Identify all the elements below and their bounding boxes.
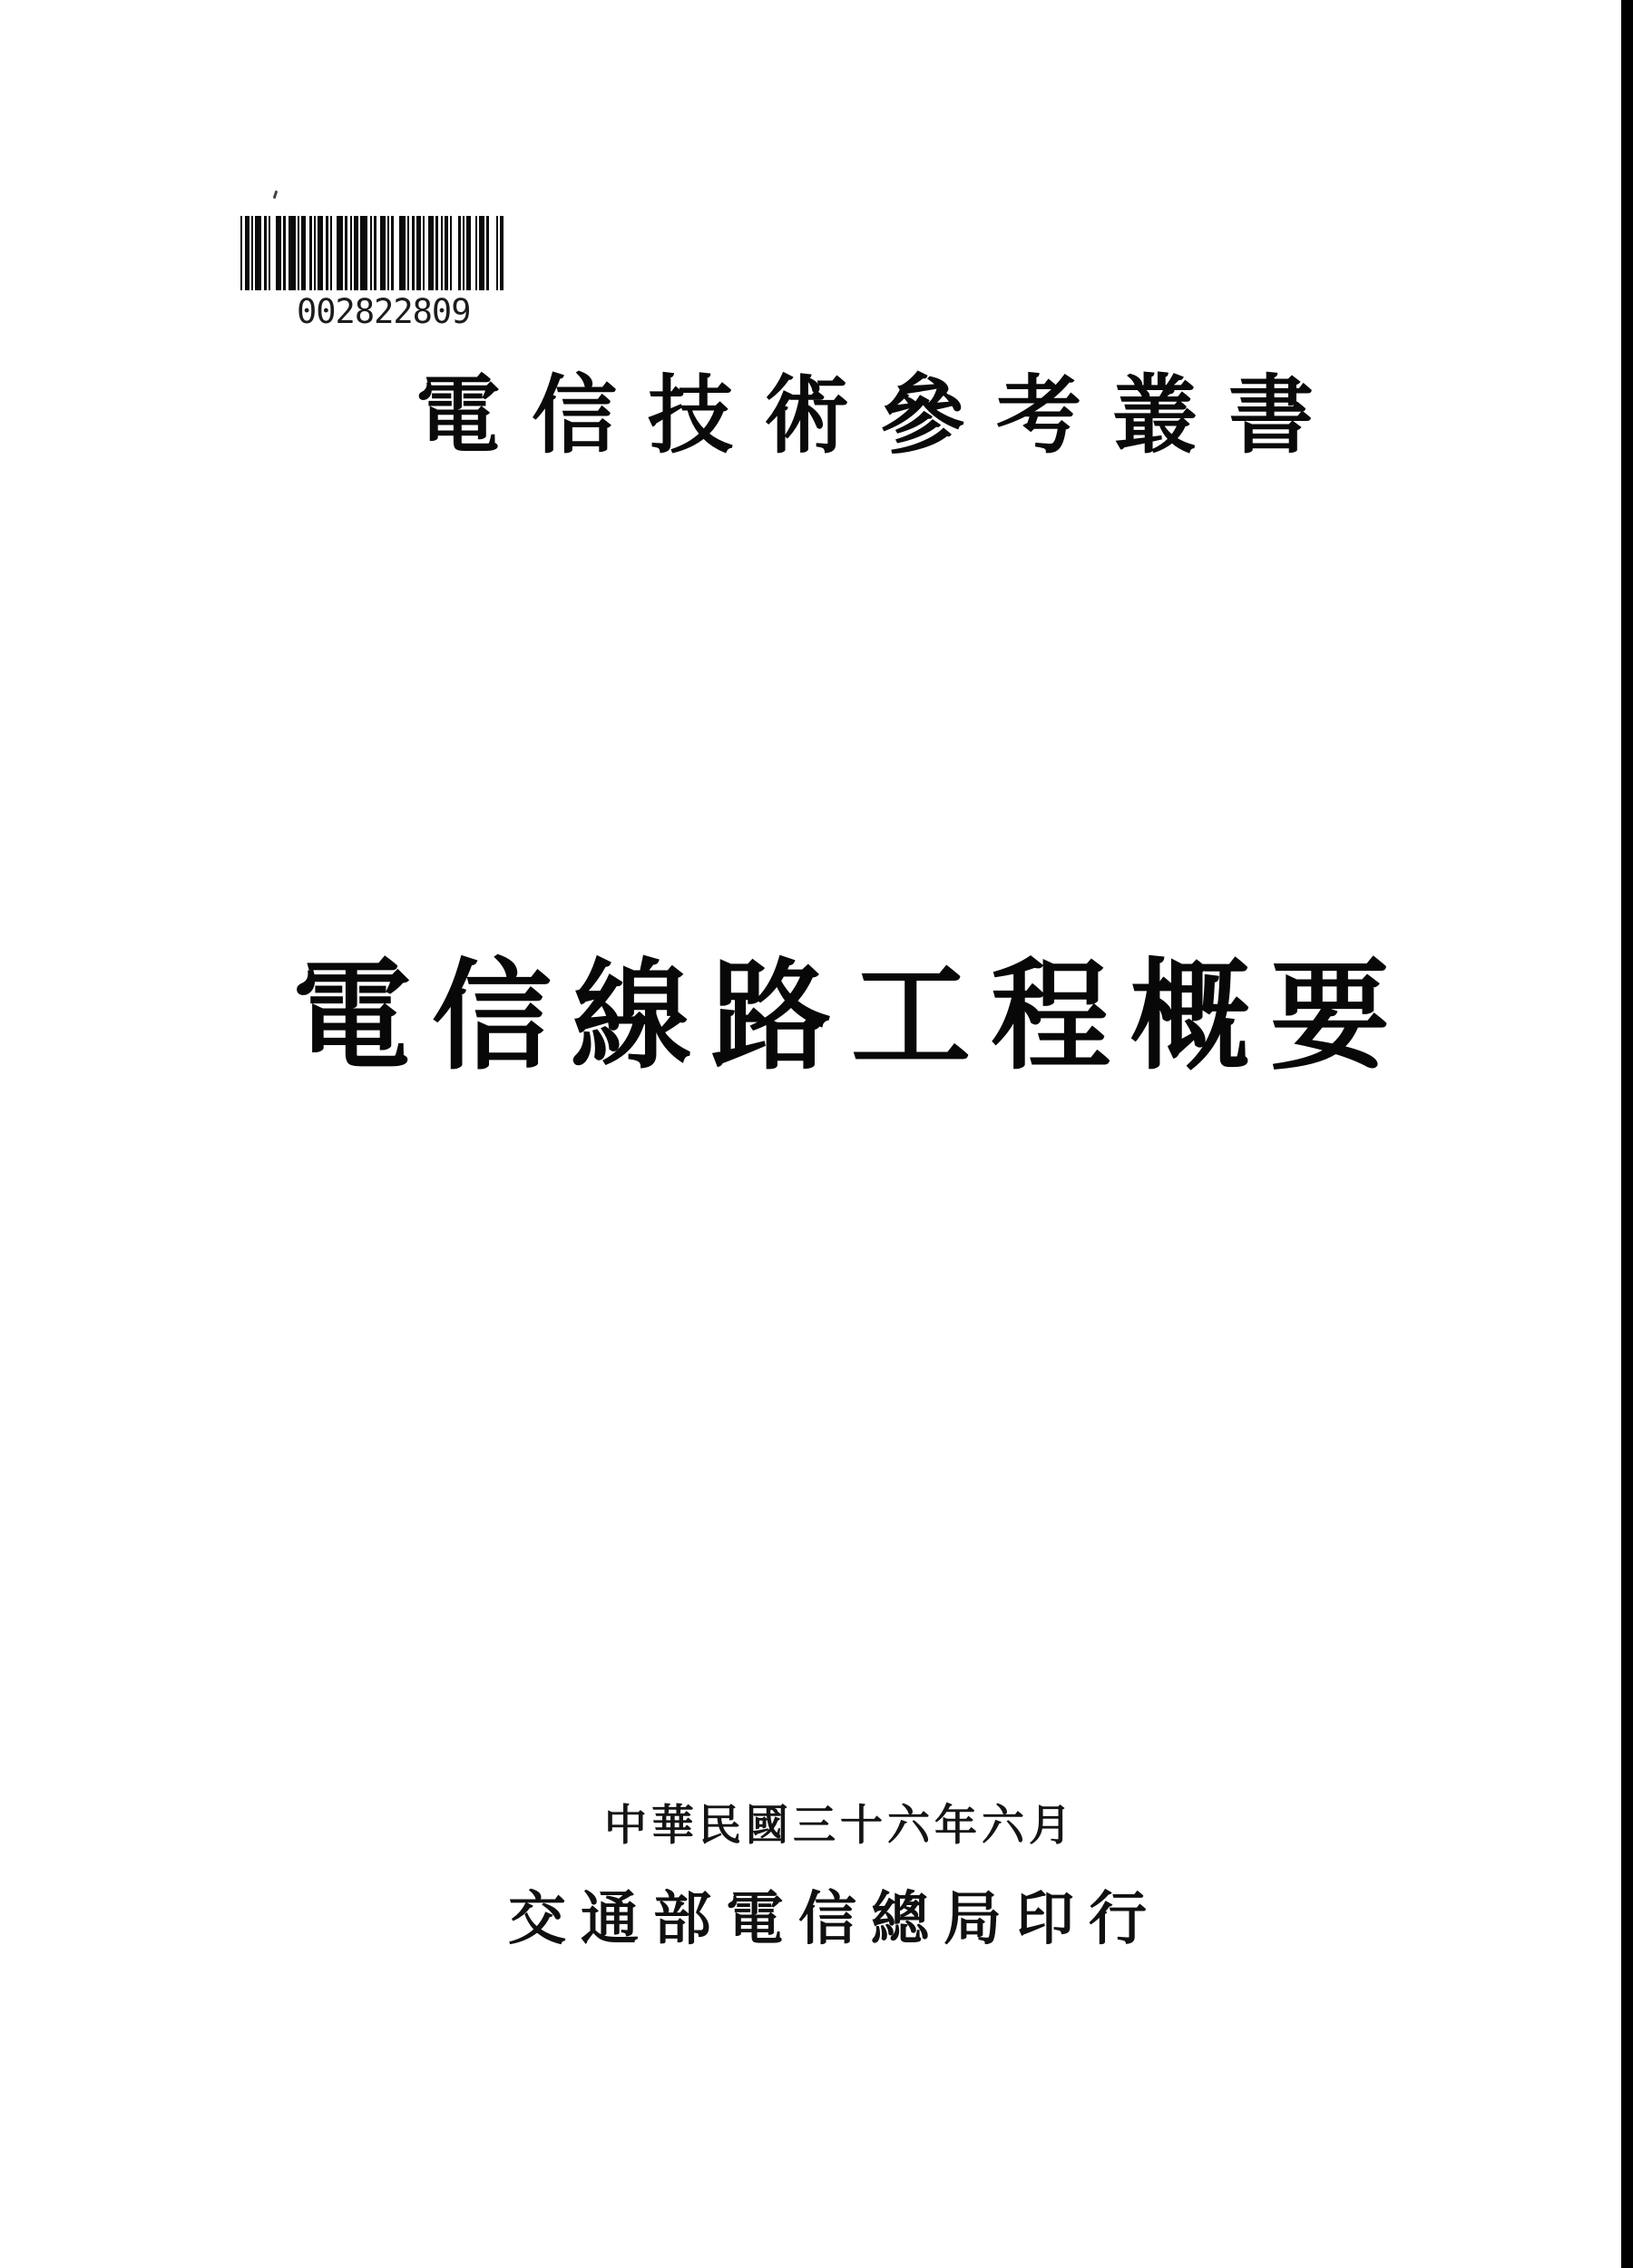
ink-speck	[273, 191, 279, 199]
publication-date: 中華民國三十六年六月	[604, 1803, 1076, 1850]
book-main-title: 電信線路工程概要	[292, 951, 1410, 1084]
series-title: 電信技術參考叢書	[416, 369, 1345, 464]
barcode-icon	[240, 216, 520, 290]
scan-edge-strip	[1621, 0, 1633, 2268]
barcode-block	[240, 216, 522, 331]
publisher-imprint: 交通部電信總局印行	[508, 1887, 1161, 1951]
barcode-number: 002822809	[297, 292, 471, 331]
